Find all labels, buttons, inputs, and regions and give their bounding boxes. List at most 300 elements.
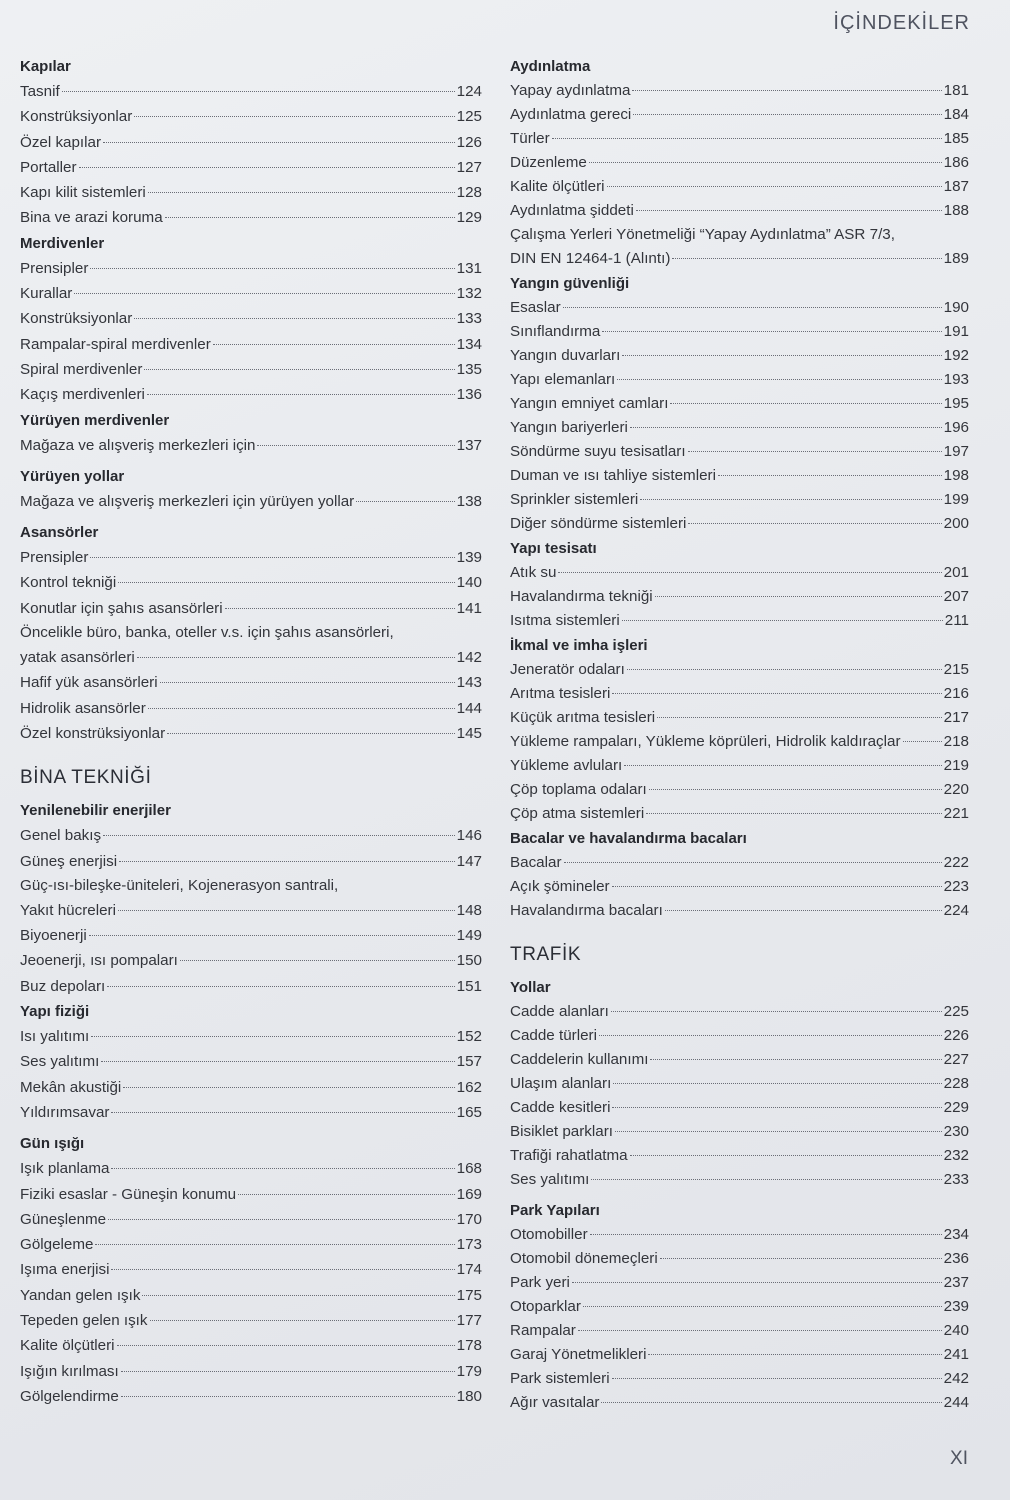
toc-entry: [510, 1000, 969, 1024]
toc-entry-label: Ses yalıtımı: [510, 1171, 590, 1188]
toc-entry: [20, 721, 482, 746]
toc-entry: [20, 256, 482, 281]
toc-entry-label: Isıtma sistemleri: [510, 612, 620, 629]
dot-leader: [591, 1179, 941, 1180]
toc-entry-label: Jeoenerji, ısı pompaları: [20, 952, 178, 970]
dot-leader: [103, 835, 455, 836]
toc-entry-page-number: 197: [943, 443, 969, 460]
dot-leader: [611, 1011, 942, 1012]
toc-entry: [510, 754, 969, 778]
dot-leader: [688, 523, 941, 524]
dot-leader: [101, 1061, 454, 1062]
category-title-i-kmal-ve-imha-isleri: İkmal ve imha işleri: [510, 637, 648, 654]
category-title-yuruyen-yollar: Yürüyen yollar: [20, 467, 125, 485]
toc-entry-page-number: 162: [456, 1078, 482, 1096]
dot-leader: [563, 307, 942, 308]
dot-leader: [578, 1330, 942, 1331]
toc-entry: [510, 1295, 969, 1319]
dot-leader: [612, 1107, 941, 1108]
dot-leader: [142, 1295, 454, 1296]
dot-leader: [564, 862, 942, 863]
dot-leader: [657, 717, 941, 718]
toc-entry-page-number: 211: [944, 612, 969, 629]
toc-entry-label: Atık su: [510, 564, 557, 581]
toc-entry-label: Sprinkler sistemleri: [510, 491, 639, 508]
category-title-yangin-guvenligi: Yangın güvenliği: [510, 275, 630, 292]
toc-entry-label: Otomobiller: [510, 1226, 588, 1243]
toc-entry: [510, 1072, 969, 1096]
toc-entry-label: Rampalar: [510, 1322, 576, 1339]
dot-leader: [144, 369, 454, 370]
dot-leader: [90, 557, 454, 558]
category-title-park-yapilari: Park Yapıları: [510, 1202, 600, 1219]
toc-entry-page-number: 232: [943, 1147, 969, 1164]
toc-entry: [20, 948, 482, 973]
dot-leader: [74, 293, 454, 294]
toc-entry-page-number: 230: [943, 1123, 969, 1140]
toc-entry: [510, 127, 969, 151]
toc-entry-label: Esaslar: [510, 299, 561, 316]
toc-entry: [20, 433, 482, 458]
toc-entry-page-number: 184: [943, 106, 969, 123]
toc-entry: [20, 1100, 482, 1125]
toc-entry-line: Çalışma Yerleri Yönetmeliği “Yapay Aydınlatma” ASR 7/3,: [510, 226, 895, 243]
toc-entry: [20, 670, 482, 695]
dot-leader: [583, 1306, 942, 1307]
toc-entry: [20, 898, 482, 923]
category-title-kapilar: Kapılar: [20, 58, 71, 75]
toc-entry-label: Yangın emniyet camları: [510, 395, 669, 412]
toc-entry-page-number: 191: [943, 323, 969, 340]
toc-entry-page-number: 180: [456, 1387, 482, 1405]
toc-entry-label: Biyoenerji: [20, 927, 87, 945]
toc-entry-page-number: 218: [943, 733, 969, 750]
toc-entry-page-number: 143: [456, 674, 482, 692]
category-title-gun-isigi: Gün ışığı: [20, 1135, 85, 1153]
toc-entry-label: Yakıt hücreleri: [20, 901, 116, 919]
toc-entry: [20, 645, 482, 670]
dot-leader: [134, 116, 454, 117]
category-title-bacalar-ve-havalandirma-bacalari: Bacalar ve havalandırma bacaları: [510, 830, 747, 847]
toc-entry-page-number: 178: [456, 1337, 482, 1355]
toc-entry-page-number: 207: [943, 588, 969, 605]
toc-entry-page-number: 136: [456, 386, 482, 404]
toc-entry-label: Güneş enerjisi: [20, 852, 118, 870]
toc-entry-label: Ses yalıtımı: [20, 1053, 100, 1071]
toc-entry-label: Kalite ölçütleri: [20, 1337, 115, 1355]
category-title-yuruyen-merdivenler: Yürüyen merdivenler: [20, 411, 170, 429]
dot-leader: [108, 1219, 455, 1220]
toc-entry-page-number: 198: [943, 467, 969, 484]
toc-entry-page-number: 192: [943, 347, 969, 364]
toc-entry-label: Güneşlenme: [20, 1210, 107, 1228]
dot-leader: [123, 1087, 454, 1088]
dot-leader: [160, 682, 455, 683]
toc-entry-label: Özel konstrüksiyonlar: [20, 724, 166, 742]
dot-leader: [624, 765, 941, 766]
toc-entry-page-number: 187: [943, 178, 969, 195]
toc-entry: [20, 696, 482, 721]
toc-entry-page-number: 225: [943, 1003, 969, 1020]
toc-entry-label: Yangın bariyerleri: [510, 419, 628, 436]
toc-entry-label: Prensipler: [20, 549, 89, 567]
dot-leader: [356, 501, 454, 502]
dot-leader: [589, 162, 942, 163]
toc-entry-page-number: 139: [456, 549, 482, 567]
toc-entry-page-number: 201: [943, 564, 969, 581]
toc-entry: [510, 875, 969, 899]
dot-leader: [650, 1059, 941, 1060]
toc-entry-label: Mekân akustiği: [20, 1078, 122, 1096]
dot-leader: [213, 344, 455, 345]
toc-entry-page-number: 149: [456, 927, 482, 945]
toc-entry-page-number: 135: [456, 360, 482, 378]
toc-entry-label: Yapay aydınlatma: [510, 82, 631, 99]
toc-entry: [510, 320, 969, 344]
toc-entry-page-number: 190: [943, 299, 969, 316]
toc-entry-label: Kalite ölçütleri: [510, 178, 605, 195]
toc-entry-page-number: 239: [943, 1298, 969, 1315]
dot-leader: [601, 1402, 941, 1403]
toc-entry: [510, 79, 969, 103]
toc-entry: [20, 1257, 482, 1282]
toc-entry: [20, 357, 482, 382]
toc-entry-page-number: 140: [456, 574, 482, 592]
toc-entry-label: Fiziki esaslar - Güneşin konumu: [20, 1185, 237, 1203]
dot-leader: [688, 451, 942, 452]
dot-leader: [148, 192, 455, 193]
toc-entry: [20, 1049, 482, 1074]
toc-left-column: [20, 54, 482, 1409]
dot-leader: [660, 1258, 942, 1259]
toc-entry-label: Isı yalıtımı: [20, 1028, 90, 1046]
toc-entry: [20, 1232, 482, 1257]
dot-leader: [89, 935, 455, 936]
toc-entry: [510, 1343, 969, 1367]
toc-entry-label: Ağır vasıtalar: [510, 1394, 600, 1411]
toc-entry-page-number: 134: [456, 335, 482, 353]
toc-entry-label: Konutlar için şahıs asansörleri: [20, 599, 223, 617]
toc-entry-page-number: 144: [456, 699, 482, 717]
toc-entry-page-number: 216: [943, 685, 969, 702]
toc-entry: [20, 974, 482, 999]
toc-entry-label: Mağaza ve alışveriş merkezleri için yürüyen yollar: [20, 492, 355, 510]
dot-leader: [655, 596, 942, 597]
toc-entry-page-number: 226: [943, 1027, 969, 1044]
dot-leader: [633, 114, 941, 115]
dot-leader: [648, 1354, 941, 1355]
toc-entry-label: Buz depoları: [20, 977, 106, 995]
toc-entry-page-number: 174: [456, 1261, 482, 1279]
toc-entry-label: Genel bakış: [20, 827, 102, 845]
toc-entry-label: Konstrüksiyonlar: [20, 310, 133, 328]
dot-leader: [62, 91, 455, 92]
toc-entry-label: Cadde alanları: [510, 1003, 609, 1020]
toc-entry: [510, 682, 969, 706]
toc-entry-label: Çöp toplama odaları: [510, 781, 647, 798]
toc-entry-label: Gölgelendirme: [20, 1387, 119, 1405]
toc-entry: [20, 382, 482, 407]
dot-leader: [180, 960, 455, 961]
dot-leader: [612, 886, 942, 887]
toc-entry-page-number: 147: [456, 852, 482, 870]
toc-entry-page-number: 131: [456, 259, 482, 277]
toc-entry: [510, 899, 969, 923]
toc-entry-page-number: 177: [456, 1311, 482, 1329]
dot-leader: [121, 1371, 455, 1372]
toc-entry-label: Işığın kırılması: [20, 1362, 119, 1380]
toc-entry: [510, 392, 969, 416]
toc-entry-page-number: 233: [943, 1171, 969, 1188]
toc-entry: [20, 104, 482, 129]
toc-entry-label: Türler: [510, 130, 550, 147]
dot-leader: [627, 669, 942, 670]
toc-entry-page-number: 126: [456, 133, 482, 151]
toc-entry-page-number: 188: [943, 202, 969, 219]
toc-entry-label: DIN EN 12464-1 (Alıntı): [510, 250, 671, 267]
toc-entry-page-number: 138: [456, 492, 482, 510]
toc-entry-page-number: 165: [456, 1103, 482, 1121]
dot-leader: [630, 427, 942, 428]
toc-entry-label: Düzenleme: [510, 154, 587, 171]
toc-entry-label: Havalandırma tekniği: [510, 588, 653, 605]
toc-entry-label: Aydınlatma şiddeti: [510, 202, 634, 219]
toc-entry: [20, 130, 482, 155]
toc-entry-label: Otomobil dönemeçleri: [510, 1250, 658, 1267]
toc-entry: [20, 332, 482, 357]
toc-entry-label: Jeneratör odaları: [510, 661, 625, 678]
toc-entry-label: Kurallar: [20, 285, 73, 303]
toc-entry: [510, 802, 969, 826]
dot-leader: [607, 186, 942, 187]
dot-leader: [617, 379, 941, 380]
toc-entry: [510, 706, 969, 730]
toc-entry-page-number: 132: [456, 285, 482, 303]
dot-leader: [111, 1112, 454, 1113]
toc-entry-page-number: 168: [456, 1160, 482, 1178]
dot-leader: [665, 910, 942, 911]
toc-entry-page-number: 124: [456, 83, 482, 100]
toc-entry: [510, 1168, 969, 1192]
dot-leader: [612, 693, 941, 694]
toc-entry-page-number: 170: [456, 1210, 482, 1228]
toc-entry: [510, 440, 969, 464]
toc-entry-label: Trafiği rahatlatma: [510, 1147, 628, 1164]
toc-entry: [510, 561, 969, 585]
toc-entry-page-number: 220: [943, 781, 969, 798]
toc-entry-page-number: 241: [943, 1346, 969, 1363]
dot-leader: [649, 789, 942, 790]
toc-entry-page-number: 137: [456, 436, 482, 454]
toc-entry: [20, 1075, 482, 1100]
spacer: [20, 1125, 482, 1131]
dot-leader: [91, 1036, 454, 1037]
toc-entry-label: Yükleme rampaları, Yükleme köprüleri, Hidrolik kaldıraçlar: [510, 733, 901, 750]
dot-leader: [602, 331, 941, 332]
toc-entry: [510, 512, 969, 536]
toc-entry: [20, 281, 482, 306]
toc-entry: [20, 1283, 482, 1308]
toc-entry: [510, 464, 969, 488]
toc-entry-page-number: 151: [456, 977, 482, 995]
toc-entry-page-number: 125: [456, 108, 482, 126]
toc-entry: [510, 416, 969, 440]
toc-entry-label: Yapı elemanları: [510, 371, 616, 388]
toc-entry-label: Cadde türleri: [510, 1027, 597, 1044]
toc-entry-label: Işıma enerjisi: [20, 1261, 110, 1279]
toc-entry: [510, 658, 969, 682]
dot-leader: [613, 1083, 941, 1084]
toc-entry-label: Işık planlama: [20, 1160, 110, 1178]
toc-entry-page-number: 179: [456, 1362, 482, 1380]
toc-entry-label: Aydınlatma gereci: [510, 106, 632, 123]
spacer: [20, 514, 482, 520]
toc-entry-page-number: 199: [943, 491, 969, 508]
toc-entry-page-number: 215: [943, 661, 969, 678]
toc-entry-label: Bisiklet parkları: [510, 1123, 613, 1140]
dot-leader: [903, 741, 942, 742]
toc-entry: [510, 1319, 969, 1343]
dot-leader: [622, 620, 943, 621]
toc-entry-label: Gölgeleme: [20, 1236, 94, 1254]
toc-entry-page-number: 217: [943, 709, 969, 726]
toc-entry: [20, 1384, 482, 1409]
toc-entry: [510, 585, 969, 609]
toc-entry: [20, 570, 482, 595]
toc-entry-label: Otoparklar: [510, 1298, 581, 1315]
toc-entry-label: Yükleme avluları: [510, 757, 623, 774]
toc-entry-page-number: 141: [456, 599, 482, 617]
toc-entry: [20, 1207, 482, 1232]
toc-entry-page-number: 152: [456, 1028, 482, 1046]
toc-entry-page-number: 229: [943, 1099, 969, 1116]
toc-entry-label: Söndürme suyu tesisatları: [510, 443, 686, 460]
toc-entry: [20, 1156, 482, 1181]
dot-leader: [107, 986, 454, 987]
category-title-aydinlatma: Aydınlatma: [510, 58, 591, 75]
toc-entry: [510, 1223, 969, 1247]
toc-entry-label: Ulaşım alanları: [510, 1075, 612, 1092]
dot-leader: [672, 258, 941, 259]
dot-leader: [134, 318, 454, 319]
toc-entry-page-number: 195: [943, 395, 969, 412]
dot-leader: [137, 657, 455, 658]
toc-entry-label: Garaj Yönetmelikleri: [510, 1346, 647, 1363]
toc-entry-label: Duman ve ısı tahliye sistemleri: [510, 467, 716, 484]
toc-entry: [510, 1144, 969, 1168]
toc-entry-label: Bina ve arazi koruma: [20, 209, 163, 227]
toc-entry-page-number: 237: [943, 1274, 969, 1291]
toc-entry-label: Diğer söndürme sistemleri: [510, 515, 687, 532]
toc-entry-label: Kapı kilit sistemleri: [20, 184, 146, 202]
dot-leader: [90, 268, 454, 269]
toc-entry-page-number: 189: [943, 250, 969, 267]
dot-leader: [632, 90, 941, 91]
dot-leader: [640, 499, 941, 500]
toc-entry-line: Öncelikle büro, banka, oteller v.s. için şahıs asansörleri,: [20, 624, 394, 642]
toc-entry: [20, 155, 482, 180]
dot-leader: [118, 582, 454, 583]
dot-leader: [121, 1396, 455, 1397]
toc-entry-page-number: 219: [943, 757, 969, 774]
dot-leader: [165, 217, 455, 218]
toc-entry-label: Park sistemleri: [510, 1370, 610, 1387]
toc-entry-page-number: 240: [943, 1322, 969, 1339]
toc-entry-page-number: 193: [943, 371, 969, 388]
toc-entry-page-number: 221: [943, 805, 969, 822]
toc-entry: [510, 344, 969, 368]
toc-entry: [510, 175, 969, 199]
toc-entry: [510, 1024, 969, 1048]
toc-entry-label: Küçük arıtma tesisleri: [510, 709, 656, 726]
toc-entry: [510, 199, 969, 223]
toc-entry: [20, 1024, 482, 1049]
toc-entry-page-number: 224: [943, 902, 969, 919]
toc-entry-page-number: 223: [943, 878, 969, 895]
toc-entry-label: Prensipler: [20, 259, 89, 277]
dot-leader: [622, 355, 941, 356]
page-number: XI: [950, 1448, 968, 1469]
toc-entry-label: Kaçış merdivenleri: [20, 386, 145, 404]
dot-leader: [590, 1234, 942, 1235]
dot-leader: [612, 1378, 942, 1379]
toc-entry: [510, 851, 969, 875]
toc-entry: [20, 596, 482, 621]
toc-entry: [510, 1367, 969, 1391]
toc-entry-label: Sınıflandırma: [510, 323, 601, 340]
toc-entry-label: Mağaza ve alışveriş merkezleri için: [20, 436, 256, 454]
toc-entry-page-number: 127: [456, 158, 482, 176]
toc-entry-page-number: 185: [943, 130, 969, 147]
toc-entry: [510, 368, 969, 392]
toc-entry-label: Portaller: [20, 158, 77, 176]
toc-entry: [510, 1271, 969, 1295]
toc-entry: [510, 1120, 969, 1144]
toc-entry: [20, 1308, 482, 1333]
toc-entry: [510, 1247, 969, 1271]
dot-leader: [257, 445, 454, 446]
category-title-yapi-fizigi: Yapı fiziği: [20, 1003, 90, 1021]
toc-entry: [20, 923, 482, 948]
toc-entry: [20, 1359, 482, 1384]
dot-leader: [111, 1269, 454, 1270]
page-header-title: İÇİNDEKİLER: [833, 12, 970, 34]
toc-entry-label: Hafif yük asansörleri: [20, 674, 158, 692]
toc-entry-label: Rampalar-spiral merdivenler: [20, 335, 211, 353]
dot-leader: [79, 167, 455, 168]
toc-entry-page-number: 196: [943, 419, 969, 436]
dot-leader: [718, 475, 942, 476]
toc-entry-line: Güç-ısı-bileşke-üniteleri, Kojenerasyon santrali,: [20, 876, 339, 894]
toc-entry-page-number: 234: [943, 1226, 969, 1243]
toc-entry-page-number: 173: [456, 1236, 482, 1254]
toc-entry: [20, 849, 482, 874]
section-title-bi-na-tekni-gi: BİNA TEKNİĞİ: [20, 767, 152, 789]
dot-leader: [646, 813, 941, 814]
dot-leader: [572, 1282, 942, 1283]
toc-entry: [510, 488, 969, 512]
toc-entry-label: Tepeden gelen ışık: [20, 1311, 148, 1329]
toc-entry: [20, 1182, 482, 1207]
toc-entry-label: Açık şömineler: [510, 878, 610, 895]
toc-entry-label: Yıldırımsavar: [20, 1103, 110, 1121]
toc-entry-label: Havalandırma bacaları: [510, 902, 663, 919]
dot-leader: [118, 910, 455, 911]
section-title-trafi-k: TRAFİK: [510, 944, 582, 965]
category-title-yapi-tesisati: Yapı tesisatı: [510, 540, 597, 557]
dot-leader: [95, 1244, 454, 1245]
toc-entry: [20, 306, 482, 331]
